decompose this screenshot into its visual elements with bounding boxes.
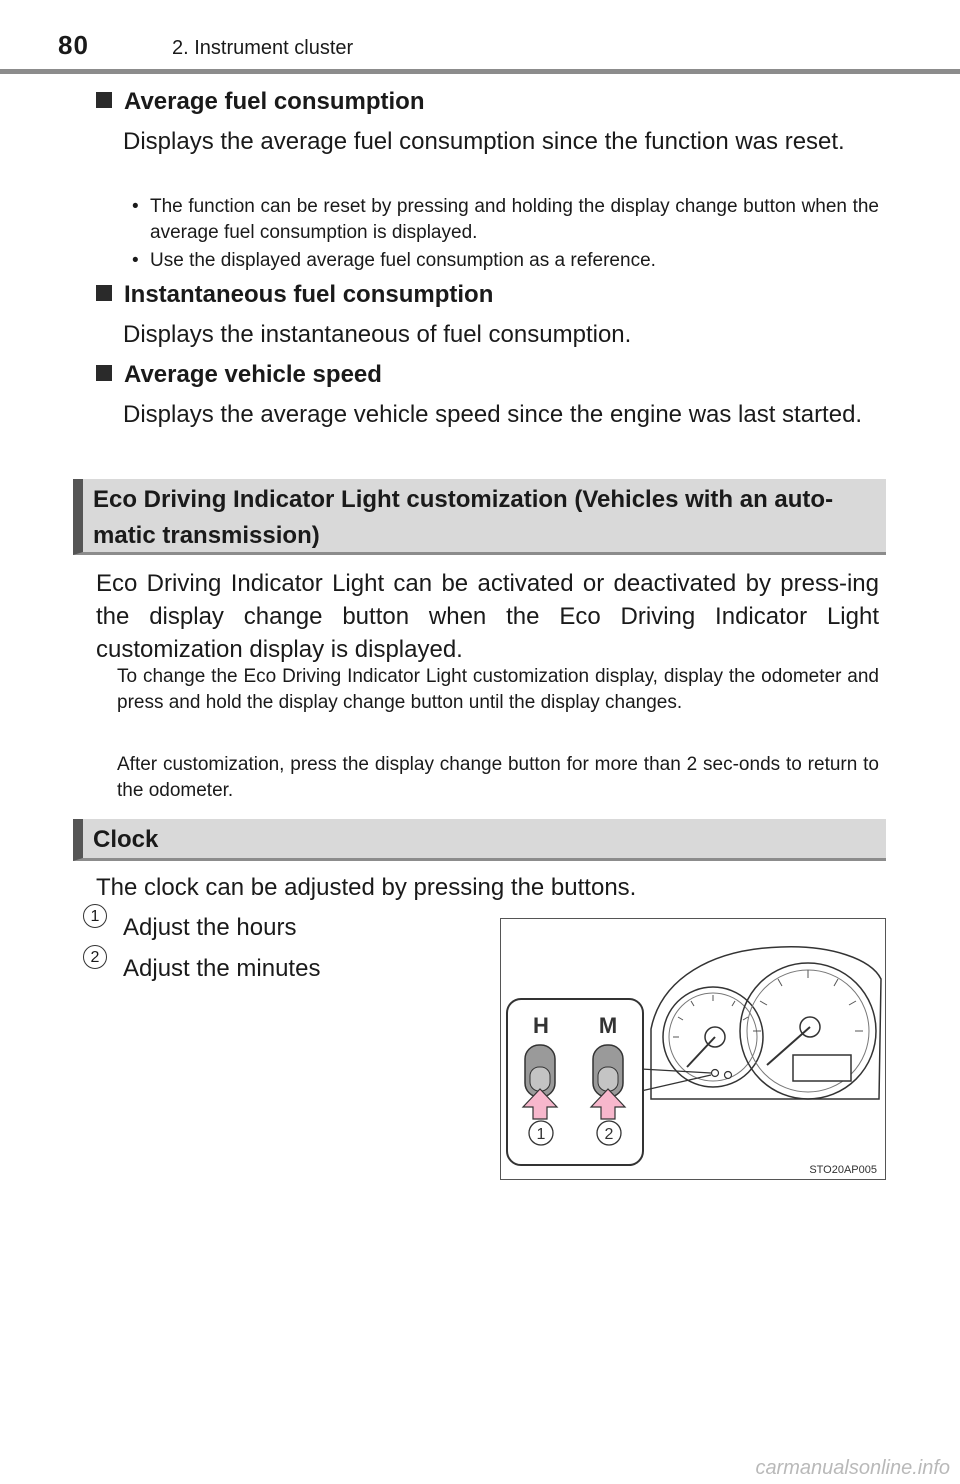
square-bullet-icon [96, 285, 112, 301]
square-bullet-icon [96, 92, 112, 108]
average-speed-text: Displays the average vehicle speed since the engine was last started. [123, 401, 863, 428]
step-number-badge: 2 [83, 945, 107, 969]
clock-buttons-figure [500, 918, 886, 1180]
multi-info-display [793, 1055, 851, 1081]
average-fuel-bullets [128, 194, 879, 276]
square-bullet-icon [96, 365, 112, 381]
eco-driving-note-2: After customization, press the display change button for more than 2 sec-onds to return to the odometer. [117, 754, 879, 801]
section-title-clock: Clock [73, 819, 886, 861]
figure-code: STO20AP005 [809, 1164, 877, 1176]
header-rule [0, 69, 960, 74]
section-title-eco-driving: Eco Driving Indicator Light customization (Vehicles with an auto-matic transmission) [73, 479, 886, 555]
instrument-cluster-illustration [501, 919, 885, 1179]
chapter-title: 2. Instrument cluster [172, 37, 354, 59]
step-label: Adjust the minutes [123, 955, 321, 982]
instantaneous-fuel-text: Displays the instantaneous of fuel consumption. [123, 321, 632, 348]
eco-driving-note-1: To change the Eco Driving Indicator Light customization display, display the odometer and press and hold the display change button until the display changes. [117, 666, 879, 713]
bullet-item: • The function can be reset by pressing and holding the display change button when the average fuel consumption is displayed. [128, 194, 879, 246]
label-m: M [598, 1013, 618, 1038]
callout-number-2: 2 [604, 1126, 614, 1143]
heading-average-speed: Average vehicle speed [96, 361, 382, 389]
bullet-item: • Use the displayed average fuel consumption as a reference. [128, 248, 879, 274]
callout-number-1: 1 [536, 1126, 546, 1143]
watermark: carmanualsonline.info [755, 1457, 950, 1479]
eco-driving-text: Eco Driving Indicator Light can be activated or deactivated by press-ing the display change button when the Eco Driving Indicator Light customization display is displayed. [96, 570, 879, 663]
label-h: H [533, 1013, 549, 1038]
step-number-badge: 1 [83, 904, 107, 928]
heading-instantaneous-fuel: Instantaneous fuel consumption [96, 281, 493, 309]
step-label: Adjust the hours [123, 914, 297, 941]
heading-average-fuel: Average fuel consumption [96, 88, 425, 116]
page-number: 80 [58, 30, 89, 60]
average-fuel-text: Displays the average fuel consumption since the function was reset. [123, 128, 845, 155]
clock-text: The clock can be adjusted by pressing the buttons. [96, 874, 637, 901]
